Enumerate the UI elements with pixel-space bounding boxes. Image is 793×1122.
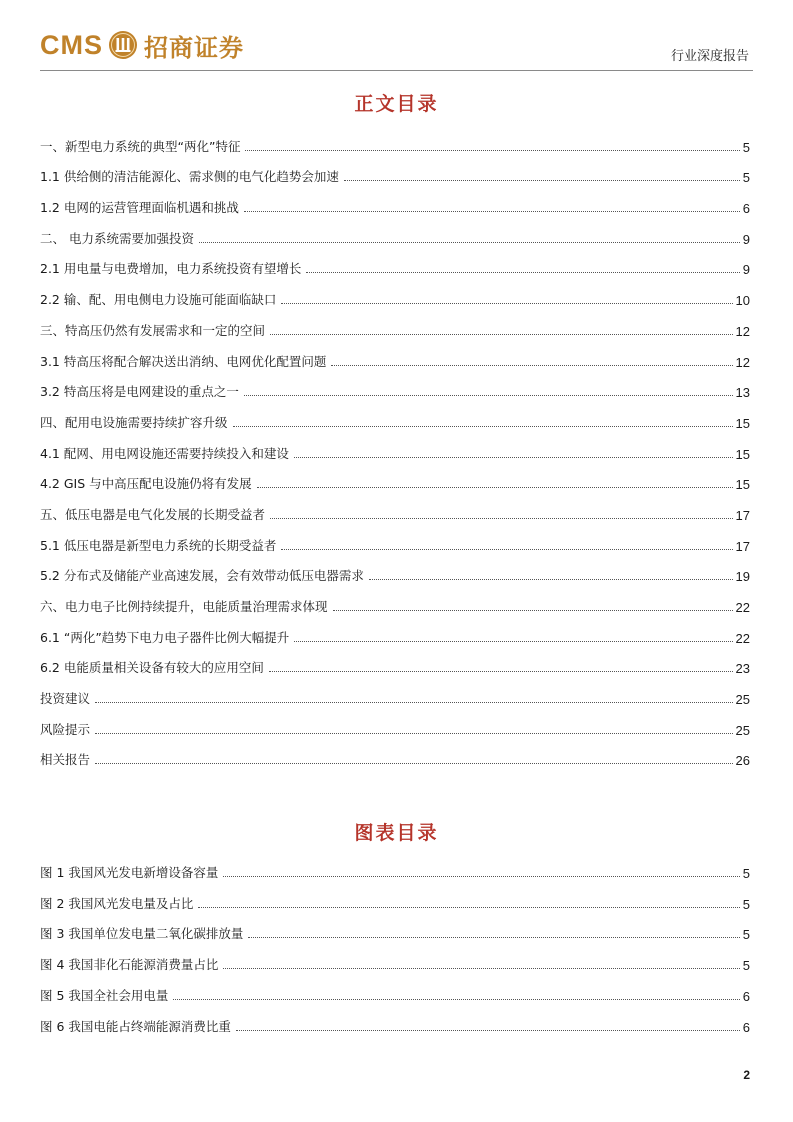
dot-leader bbox=[173, 999, 739, 1000]
entry-page-number: 22 bbox=[735, 630, 750, 646]
entry-page-number: 5 bbox=[742, 958, 750, 974]
entry-page-number: 10 bbox=[735, 293, 750, 309]
entry-label: 风险提示 bbox=[40, 721, 91, 737]
toc-entry[interactable] bbox=[40, 492, 750, 523]
dot-leader bbox=[198, 907, 739, 908]
entry-page-number: 17 bbox=[735, 507, 750, 523]
figure-entry[interactable] bbox=[40, 942, 750, 973]
entry-page-number: 12 bbox=[735, 323, 750, 339]
dot-leader bbox=[306, 272, 739, 273]
entry-label: 6.1 “两化”趋势下电力电子器件比例大幅提升 bbox=[40, 629, 290, 645]
report-type-label: 行业深度报告 bbox=[670, 49, 749, 64]
entry-label: 图 4 我国非化石能源消费量占比 bbox=[40, 957, 219, 973]
toc-entry[interactable] bbox=[40, 431, 750, 462]
dot-leader bbox=[245, 150, 739, 151]
entry-label: 投资建议 bbox=[40, 691, 91, 707]
entry-label: 五、低压电器是电气化发展的长期受益者 bbox=[40, 506, 266, 522]
toc-entry[interactable] bbox=[40, 584, 750, 615]
dot-leader bbox=[95, 702, 733, 703]
entry-page-number: 5 bbox=[742, 170, 750, 186]
figures-title: 图表目录 bbox=[354, 822, 439, 844]
entry-page-number: 26 bbox=[735, 753, 750, 769]
dot-leader bbox=[95, 763, 733, 764]
toc-entry[interactable] bbox=[40, 247, 750, 278]
entry-label: 2.2 输、配、用电侧电力设施可能面临缺口 bbox=[40, 292, 277, 308]
entry-page-number: 5 bbox=[742, 896, 750, 912]
dot-leader bbox=[199, 242, 740, 243]
entry-label: 4.1 配网、用电网设施还需要持续投入和建设 bbox=[40, 445, 289, 461]
entry-label: 二、 电力系统需要加强投资 bbox=[40, 230, 194, 246]
entry-page-number: 23 bbox=[735, 661, 750, 677]
entry-label: 四、配用电设施需要持续扩容升级 bbox=[40, 414, 228, 430]
dot-leader bbox=[331, 365, 732, 366]
figure-entry[interactable] bbox=[40, 850, 750, 881]
entry-page-number: 15 bbox=[735, 477, 750, 493]
entry-page-number: 17 bbox=[735, 538, 750, 554]
entry-label: 一、新型电力系统的典型“两化”特征 bbox=[40, 138, 241, 154]
dot-leader bbox=[95, 733, 733, 734]
toc-title: 正文目录 bbox=[354, 93, 439, 115]
entry-page-number: 6 bbox=[742, 1019, 750, 1035]
entry-page-number: 5 bbox=[742, 865, 750, 881]
dot-leader bbox=[244, 395, 733, 396]
entry-label: 5.1 低压电器是新型电力系统的长期受益者 bbox=[40, 537, 277, 553]
entry-label: 图 6 我国电能占终端能源消费比重 bbox=[40, 1018, 231, 1034]
toc-entry[interactable] bbox=[40, 615, 750, 646]
dot-leader bbox=[233, 426, 733, 427]
toc-entry[interactable] bbox=[40, 462, 750, 493]
dot-leader bbox=[236, 1030, 740, 1031]
entry-label: 图 2 我国风光发电量及占比 bbox=[40, 895, 194, 911]
figure-entry[interactable] bbox=[40, 1004, 750, 1035]
entry-page-number: 15 bbox=[735, 446, 750, 462]
toc-entry[interactable] bbox=[40, 646, 750, 677]
dot-leader bbox=[281, 303, 732, 304]
toc-list bbox=[40, 124, 750, 768]
entry-label: 6.2 电能质量相关设备有较大的应用空间 bbox=[40, 660, 264, 676]
entry-page-number: 5 bbox=[742, 139, 750, 155]
dot-leader bbox=[294, 457, 733, 458]
entry-page-number: 22 bbox=[735, 600, 750, 615]
entry-label: 4.2 GIS 与中高压配电设施仍将有发展 bbox=[40, 476, 252, 492]
dot-leader bbox=[223, 876, 739, 877]
toc-entry[interactable] bbox=[40, 400, 750, 431]
entry-page-number: 13 bbox=[735, 385, 750, 401]
figure-entry[interactable] bbox=[40, 973, 750, 1004]
entry-label: 3.1 特高压将配合解决送出消纳、电网优化配置问题 bbox=[40, 353, 327, 369]
entry-label: 1.2 电网的运营管理面临机遇和挑战 bbox=[40, 200, 239, 216]
figures-list bbox=[40, 850, 750, 1035]
dot-leader bbox=[270, 518, 733, 519]
figure-entry[interactable] bbox=[40, 881, 750, 912]
entry-page-number: 6 bbox=[742, 988, 750, 1004]
dot-leader bbox=[270, 334, 733, 335]
cms-logo bbox=[40, 26, 244, 64]
entry-page-number: 5 bbox=[742, 927, 750, 943]
entry-label: 1.1 供给侧的清洁能源化、需求侧的电气化趋势会加速 bbox=[40, 169, 339, 185]
toc-entry[interactable] bbox=[40, 676, 750, 707]
toc-entry[interactable] bbox=[40, 155, 750, 186]
entry-label: 图 1 我国风光发电新增设备容量 bbox=[40, 864, 219, 880]
toc-entry[interactable] bbox=[40, 554, 750, 585]
toc-entry[interactable] bbox=[40, 124, 750, 155]
toc-entry[interactable] bbox=[40, 738, 750, 769]
page-header bbox=[0, 0, 793, 80]
toc-entry[interactable] bbox=[40, 370, 750, 401]
entry-page-number: 9 bbox=[742, 262, 750, 278]
dot-leader bbox=[369, 579, 733, 580]
toc-entry[interactable] bbox=[40, 216, 750, 247]
logo-emblem-icon bbox=[108, 30, 138, 60]
toc-entry[interactable] bbox=[40, 308, 750, 339]
entry-label: 5.2 分布式及储能产业高速发展，会有效带动低压电器需求 bbox=[40, 568, 364, 584]
dot-leader bbox=[294, 641, 732, 642]
entry-page-number: 25 bbox=[735, 722, 750, 738]
dot-leader bbox=[281, 549, 732, 550]
entry-page-number: 19 bbox=[735, 569, 750, 585]
toc-entry[interactable] bbox=[40, 523, 750, 554]
dot-leader bbox=[269, 671, 733, 672]
entry-label: 六、电力电子比例持续提升，电能质量治理需求体现 bbox=[40, 599, 328, 614]
entry-page-number: 6 bbox=[742, 201, 750, 217]
dot-leader bbox=[244, 211, 740, 212]
dot-leader bbox=[248, 937, 739, 938]
logo-text: CMS bbox=[40, 29, 103, 60]
entry-label: 三、特高压仍然有发展需求和一定的空间 bbox=[40, 322, 266, 338]
toc-entry[interactable] bbox=[40, 185, 750, 216]
entry-label: 相关报告 bbox=[40, 752, 91, 768]
logo-chinese-name: 招商证券 bbox=[144, 32, 244, 62]
figure-entry[interactable] bbox=[40, 912, 750, 943]
toc-entry[interactable] bbox=[40, 277, 750, 308]
entry-label: 2.1 用电量与电费增加，电力系统投资有望增长 bbox=[40, 261, 302, 277]
entry-label: 图 3 我国单位发电量二氧化碳排放量 bbox=[40, 926, 244, 942]
entry-page-number: 15 bbox=[735, 415, 750, 431]
entry-page-number: 12 bbox=[735, 354, 750, 370]
dot-leader bbox=[257, 487, 733, 488]
entry-label: 图 5 我国全社会用电量 bbox=[40, 987, 169, 1003]
dot-leader bbox=[344, 180, 740, 181]
entry-page-number: 9 bbox=[742, 231, 750, 247]
entry-page-number: 25 bbox=[735, 692, 750, 708]
toc-entry[interactable] bbox=[40, 707, 750, 738]
entry-label: 3.2 特高压将是电网建设的重点之一 bbox=[40, 384, 239, 400]
header-divider bbox=[40, 70, 753, 71]
toc-entry[interactable] bbox=[40, 339, 750, 370]
page-number: 2 bbox=[743, 1068, 750, 1082]
dot-leader bbox=[223, 968, 739, 969]
dot-leader bbox=[333, 610, 733, 611]
